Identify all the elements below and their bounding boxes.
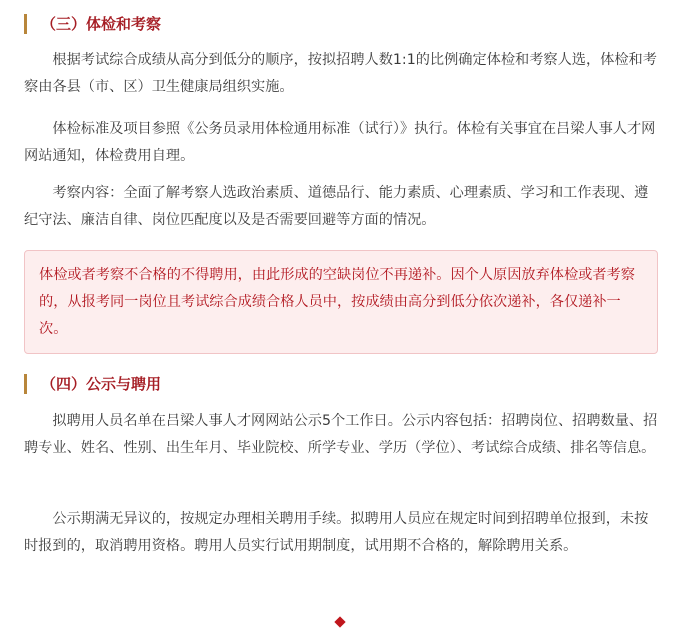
section-heading-publicity: （四）公示与聘用: [24, 374, 161, 394]
paragraph-employment-procedure: 公示期满无异议的，按规定办理相关聘用手续。拟聘用人员应在规定时间到招聘单位报到，未按时报到的，取消聘用资格。聘用人员实行试用期制度，试用期不合格的，解除聘用关系。: [24, 511, 649, 554]
paragraph-exam-standard: 体检标准及项目参照《公务员录用体检通用标准（试行）》执行。体检有关事宜在吕梁人事人才网网站通知，体检费用自理。: [24, 121, 656, 164]
paragraph-publicity-content: 拟聘用人员名单在吕梁人事人才网网站公示5个工作日。公示内容包括：招聘岗位、招聘数量、招聘专业、姓名、性别、出生年月、毕业院校、所学专业、学历（学位）、考试综合成绩、排名等信息。: [24, 413, 658, 456]
notice-box: [24, 250, 658, 354]
end-diamond-icon: [334, 616, 345, 627]
section-heading-physical-exam: （三）体检和考察: [24, 14, 161, 34]
paragraph-selection-ratio: 根据考试综合成绩从高分到低分的顺序，按拟招聘人数1:1的比例确定体检和考察人选，体检和考察由各县（市、区）卫生健康局组织实施。: [24, 52, 657, 95]
notice-text: 体检或者考察不合格的不得聘用，由此形成的空缺岗位不再递补。因个人原因放弃体检或者考察的，从报考同一岗位且考试综合成绩合格人员中，按成绩由高分到低分依次递补，各仅递补一次。: [39, 267, 635, 337]
paragraph-investigation-content: 考察内容：全面了解考察人选政治素质、道德品行、能力素质、心理素质、学习和工作表现、遵纪守法、廉洁自律、岗位匹配度以及是否需要回避等方面的情况。: [24, 185, 649, 228]
